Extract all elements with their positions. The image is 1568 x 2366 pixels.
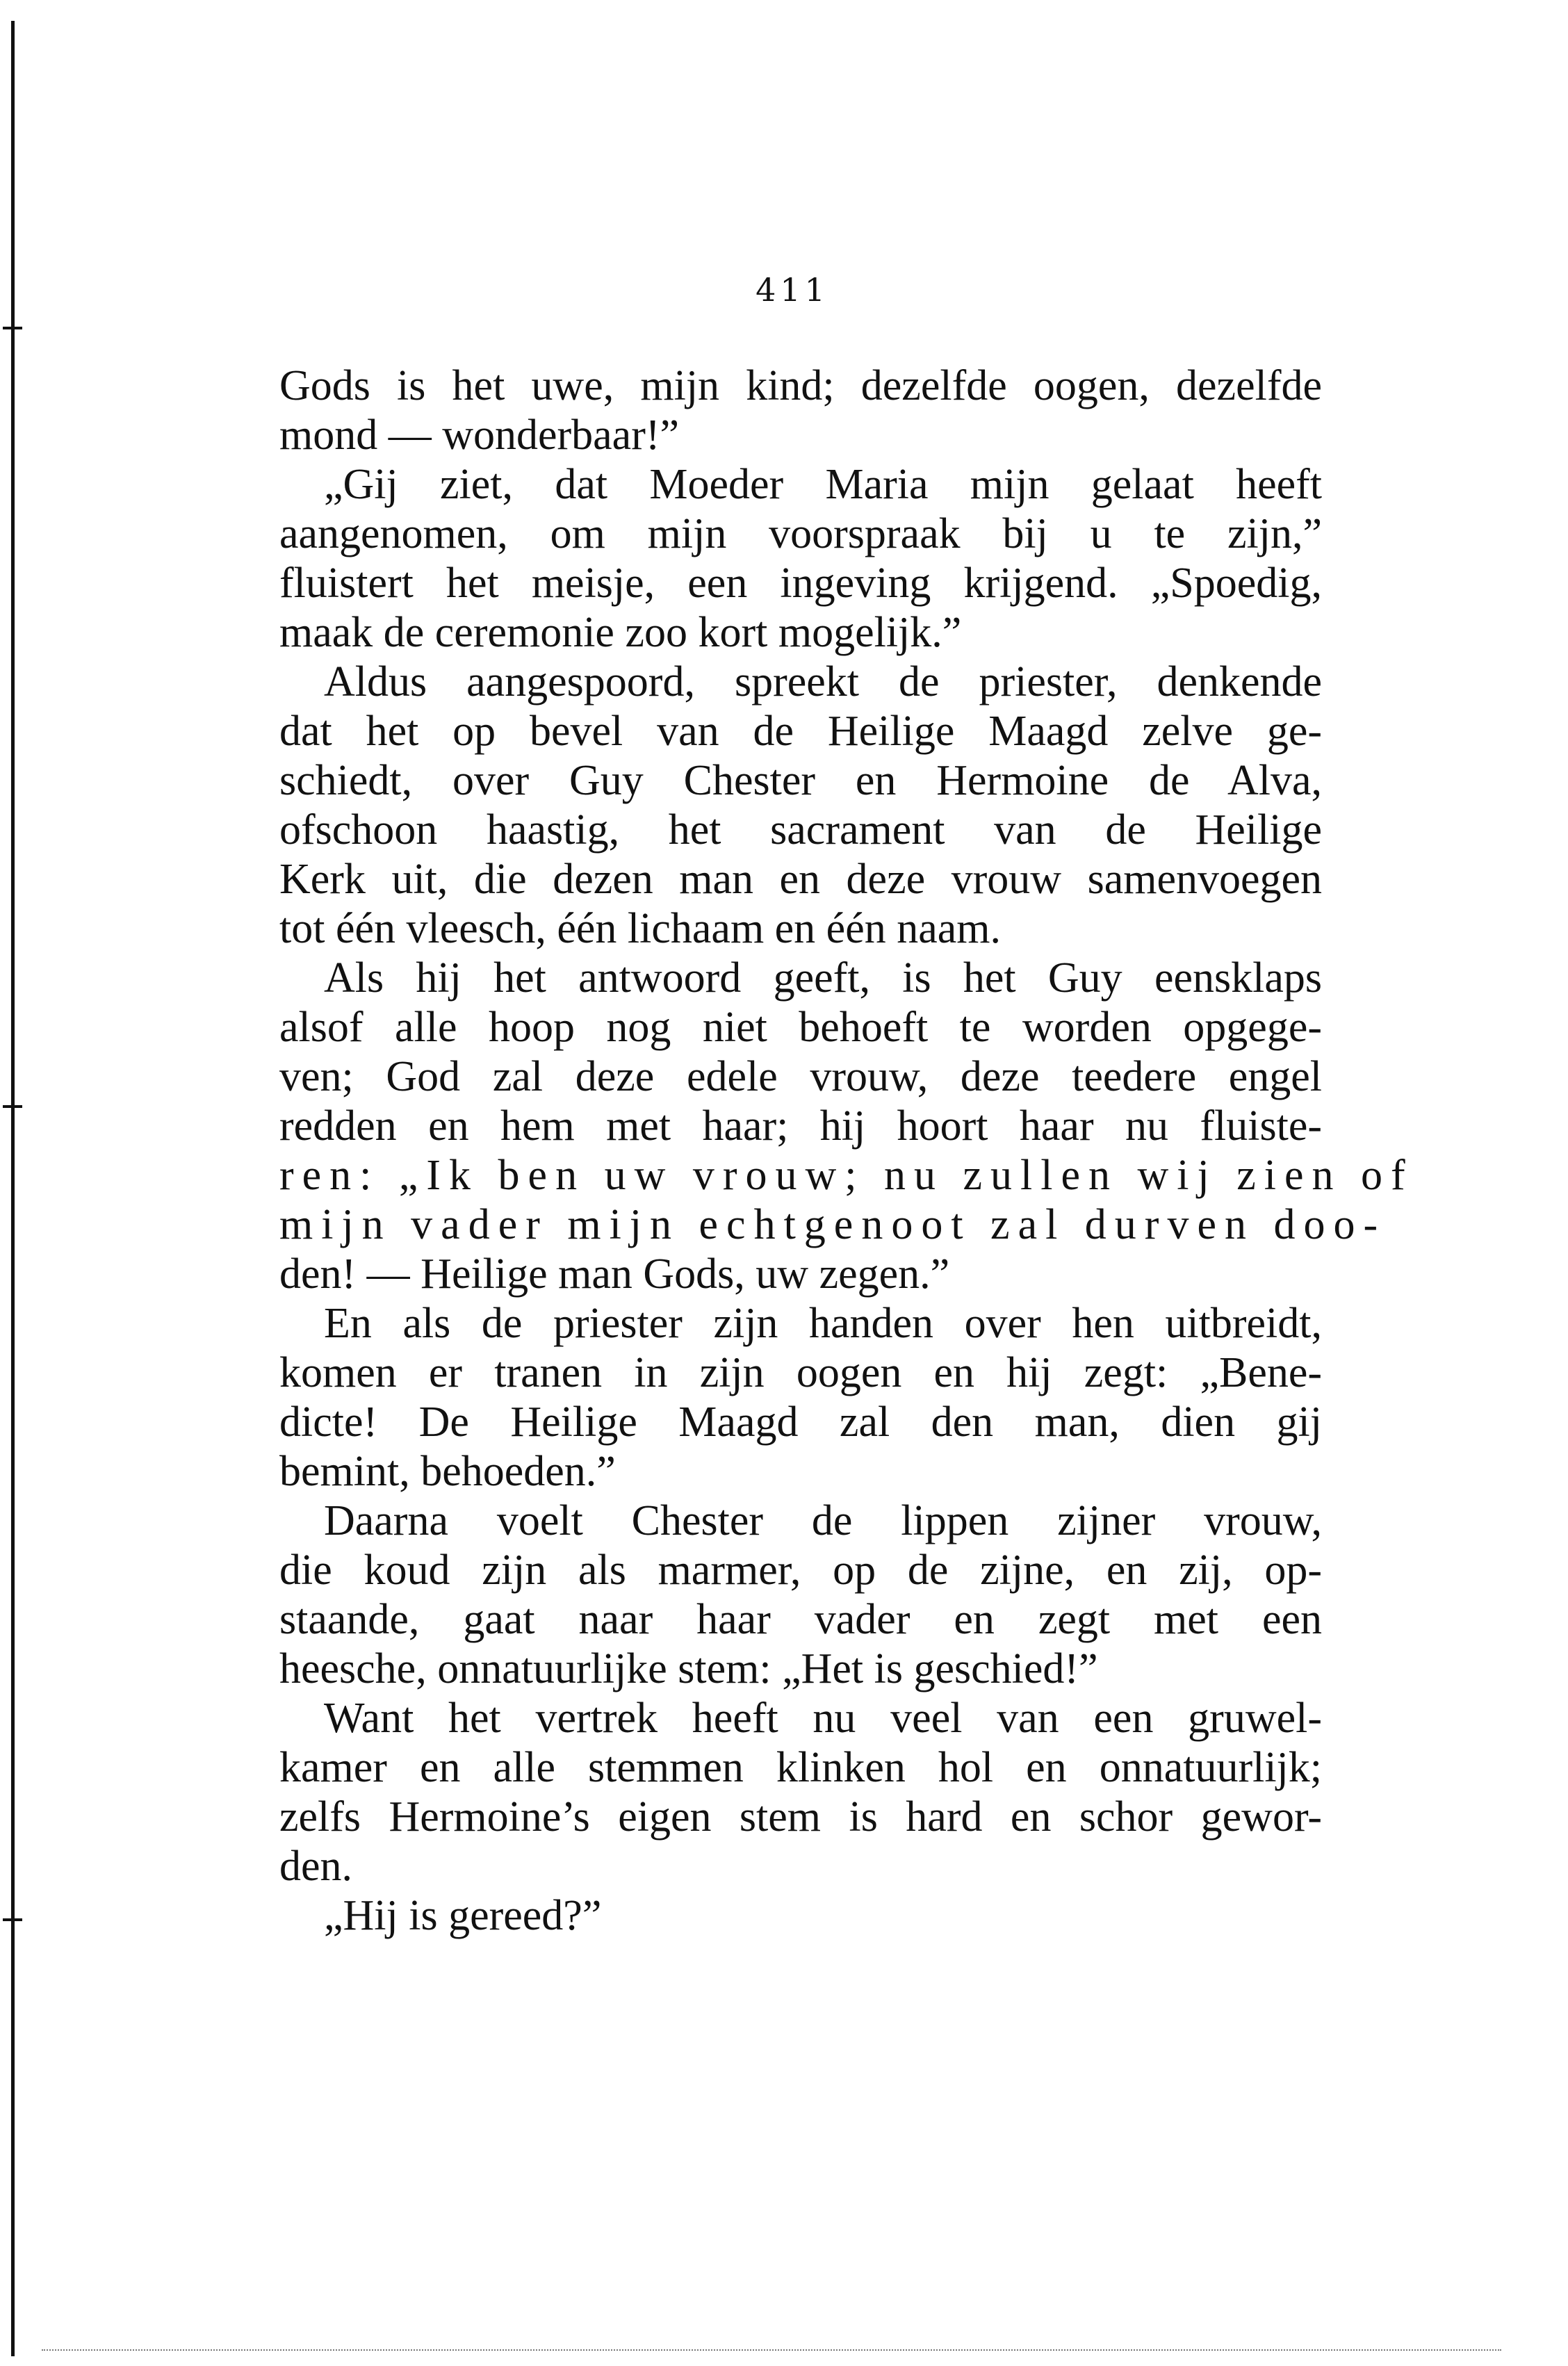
text-line: kamer en alle stemmen klinken hol en onnatuurlijk; [279,1744,1322,1791]
binding-rule [11,21,15,2356]
text-line: ofschoon haastig, het sacrament van de Heilige [279,806,1322,854]
binding-mark [3,1918,22,1921]
text-line: heesche, onnatuurlijke stem: „Het is geschied!” [279,1645,1098,1692]
text-line: schiedt, over Guy Chester en Hermoine de Alva, [279,757,1322,804]
binding-mark [3,327,22,329]
page-number: 411 [756,271,829,309]
text-line: mijn vader mijn echtgenoot zal durven doo- [279,1201,1387,1248]
text-line: Gods is het uwe, mijn kind; dezelfde oogen, dezelfde [279,362,1322,409]
text-line: mond — wonderbaar!” [279,411,680,459]
text-line: „Gij ziet, dat Moeder Maria mijn gelaat heeft [324,461,1322,508]
text-line: zelfs Hermoine’s eigen stem is hard en schor gewor- [279,1793,1322,1841]
text-line: aangenomen, om mijn voorspraak bij u te zijn,” [279,510,1322,557]
text-line: alsof alle hoop nog niet behoeft te worden opgege- [279,1004,1322,1051]
scan-artifact [42,2349,1501,2353]
body-text [279,361,1414,1941]
text-line: Aldus aangespoord, spreekt de priester, denkende [324,658,1322,705]
text-line: den. [279,1843,353,1890]
text-line: komen er tranen in zijn oogen en hij zegt: „Bene- [279,1349,1322,1396]
text-line: dicte! De Heilige Maagd zal den man, dien gij [279,1398,1322,1446]
text-line: Daarna voelt Chester de lippen zijner vrouw, [324,1497,1322,1544]
text-line: tot één vleesch, één lichaam en één naam. [279,905,1001,952]
text-line: Want het vertrek heeft nu veel van een gruwel- [324,1695,1322,1742]
text-line: den! — Heilige man Gods, uw zegen.” [279,1250,950,1298]
text-line: dat het op bevel van de Heilige Maagd zelve ge- [279,708,1322,755]
text-line: staande, gaat naar haar vader en zegt met een [279,1596,1322,1643]
text-line: Kerk uit, die dezen man en deze vrouw samenvoegen [279,856,1322,903]
text-line: ven; God zal deze edele vrouw, deze teedere engel [279,1053,1322,1100]
binding-mark [3,1105,22,1108]
text-line: „Hij is gereed?” [324,1892,602,1939]
text-line: En als de priester zijn handen over hen uitbreidt, [324,1300,1322,1347]
text-line: ren: „Ik ben uw vrouw; nu zullen wij zien of [279,1152,1414,1199]
text-line: maak de ceremonie zoo kort mogelijk.” [279,609,962,656]
text-line: die koud zijn als marmer, op de zijne, en zij, op- [279,1547,1322,1594]
binding-edge [0,0,28,2366]
text-line: fluistert het meisje, een ingeving krijgend. „Spoedig, [279,560,1322,607]
text-line: bemint, behoeden.” [279,1448,616,1495]
text-line: redden en hem met haar; hij hoort haar nu fluiste- [279,1102,1322,1150]
text-line: Als hij het antwoord geeft, is het Guy eensklaps [324,954,1322,1002]
